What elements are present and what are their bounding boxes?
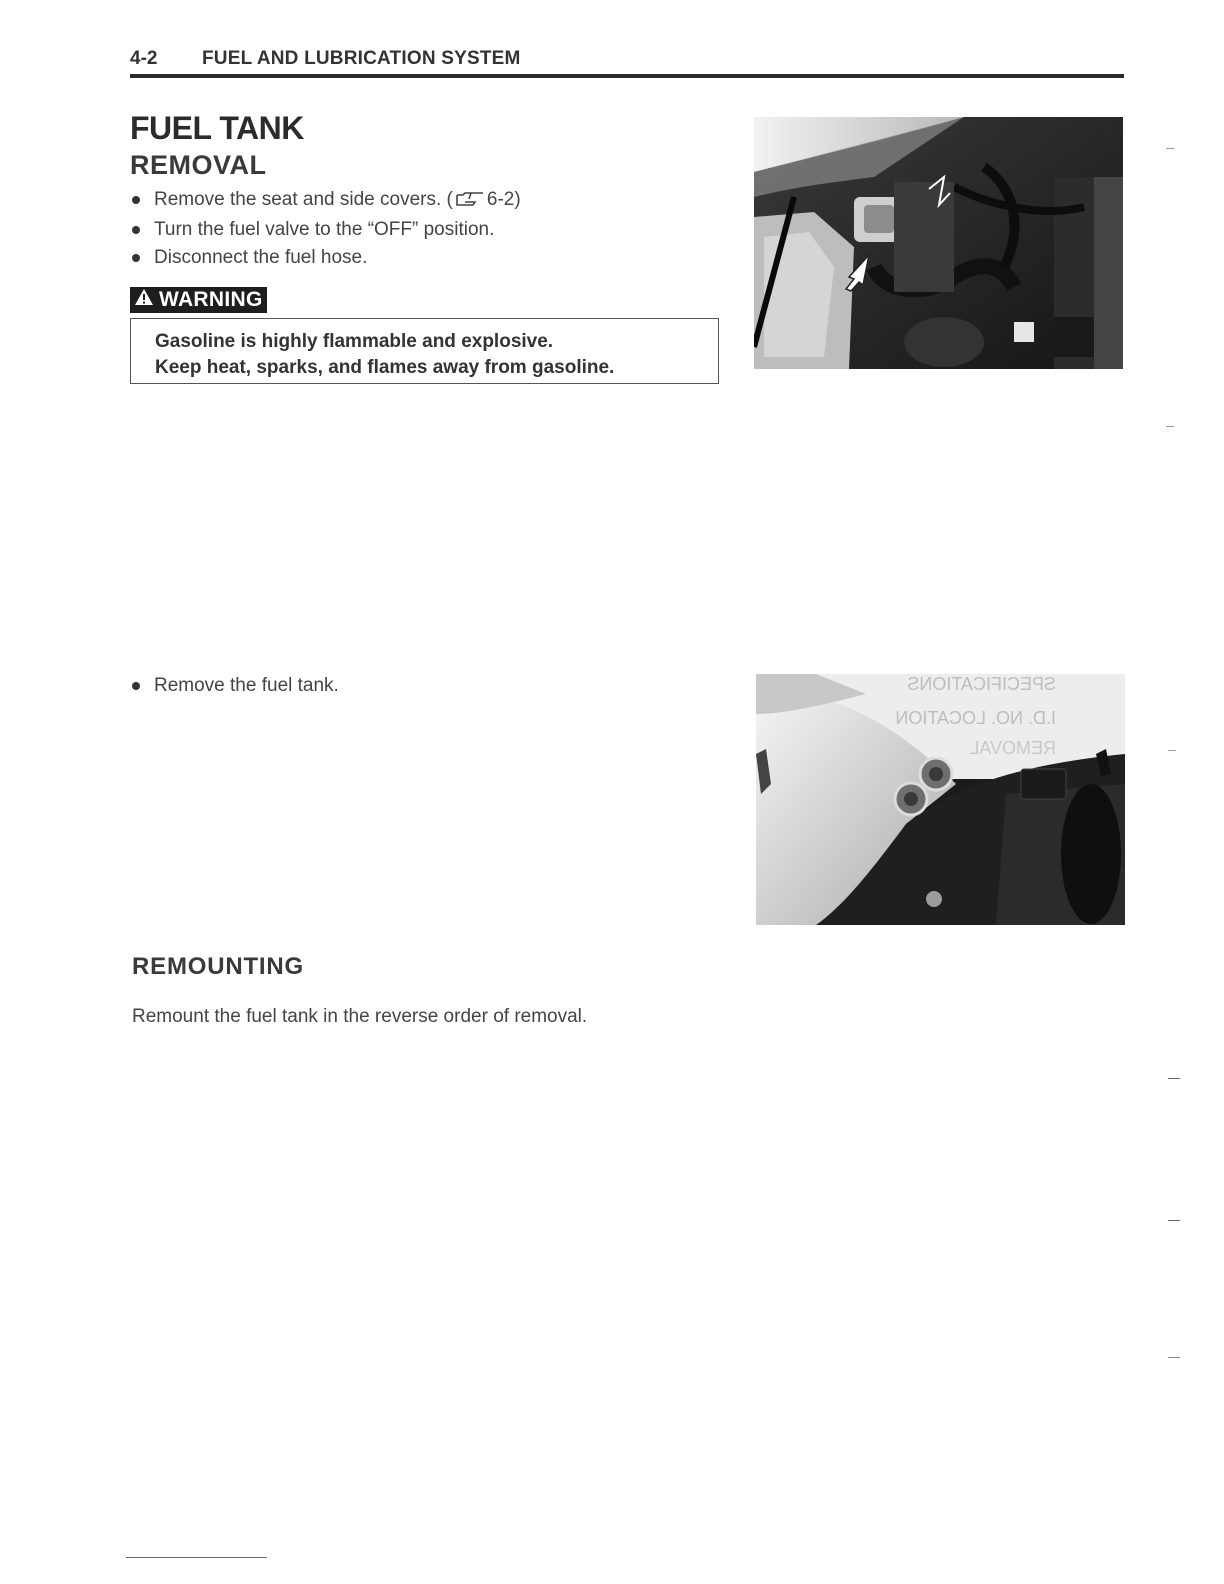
- section-title: FUEL TANK: [130, 110, 304, 146]
- warning-label: WARNING: [159, 288, 263, 311]
- bullet-dot: [132, 226, 140, 234]
- mirrored-text-1: SPECIFICATIONS: [907, 674, 1056, 694]
- fuel-hose-photo: [754, 117, 1123, 369]
- margin-mark: [1168, 750, 1176, 751]
- mirrored-text-2: I.D. NO. LOCATION: [895, 708, 1056, 728]
- margin-mark: [1166, 426, 1174, 427]
- bullet-dot: [132, 682, 140, 690]
- remounting-heading: REMOUNTING: [132, 953, 304, 980]
- removal-step-1: Remove the seat and side covers. ( 6-2): [130, 186, 730, 216]
- margin-mark: [1168, 1078, 1180, 1079]
- warning-line-2: Keep heat, sparks, and flames away from gasoline.: [155, 357, 615, 378]
- header-rule: [130, 74, 1124, 78]
- remounting-text: Remount the fuel tank in the reverse order of removal.: [132, 1006, 588, 1027]
- page-reference-icon: [455, 188, 485, 216]
- removal-step-4: Remove the fuel tank.: [130, 672, 690, 700]
- removal-step-2: Turn the fuel valve to the “OFF” position.: [130, 216, 730, 244]
- removal-step-4-list: [130, 672, 690, 700]
- bullet-dot: [132, 196, 140, 204]
- warning-line-1: Gasoline is highly flammable and explosive.: [155, 331, 554, 352]
- margin-mark: [1166, 148, 1174, 149]
- footer-rule: [126, 1557, 267, 1558]
- chapter-title: FUEL AND LUBRICATION SYSTEM: [202, 48, 521, 69]
- warning-badge: [130, 287, 267, 313]
- margin-mark: [1168, 1220, 1180, 1221]
- removal-step-3: Disconnect the fuel hose.: [130, 244, 730, 272]
- margin-mark: [1168, 1357, 1180, 1358]
- fuel-tank-bolts-photo: [756, 674, 1125, 925]
- removal-heading: REMOVAL: [130, 150, 267, 180]
- bullet-dot: [132, 254, 140, 262]
- mirrored-text-3: REMOVAL: [969, 738, 1056, 758]
- warning-box: [130, 318, 719, 384]
- warning-triangle-icon: [134, 287, 154, 313]
- removal-steps: [130, 186, 730, 272]
- page-number: 4-2: [130, 48, 158, 69]
